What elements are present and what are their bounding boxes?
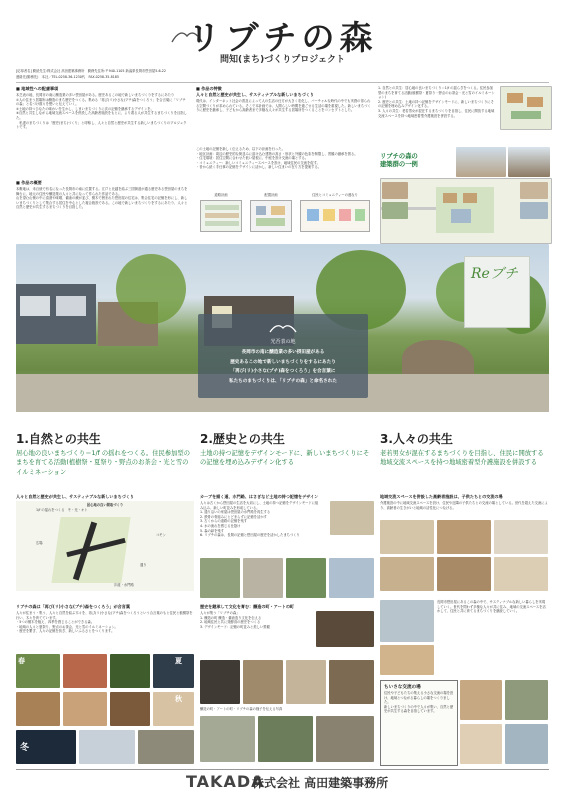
section3-body2: 長岡市摂田屋にあるこの森の中で、サスティナブルな新しい暮らしを実現していく。世代を問わず多様な人々が共に住み、地域の交流スペースを活かして、住民と共に育てるまちづくりを継続していく。 <box>437 600 546 614</box>
community-photo-1 <box>380 600 434 642</box>
regional-consideration-heading: ■ 地域性への配慮事項 <box>16 86 59 91</box>
season-photo-autumn-2 <box>63 692 107 726</box>
company-logo: TAKADA <box>186 772 265 791</box>
features-subheading: 人々と自然と歴史が共生し、サスティナブルな新しいまちづくり <box>196 92 314 97</box>
season-photo-autumn-3 <box>110 692 150 726</box>
mini-photo-a <box>382 182 408 199</box>
season-photo-summer-1 <box>63 654 107 688</box>
section2-sub1-text: 人々は古くから摂田屋の生活を大切にし、土地の持つ記憶をデザインモードに組み込み、新しい町並みを形成している。 1. 通り沿いの家屋は摂田屋の水門路を再生する 2. 鉄骨の骨組みにとどまらずに記憶を活かす 3. 古くからの道路の記憶を残す 4. 水の流れを感じる仕掛け 5. 森の緑を残す 6. リブチの森は、長岡の記憶と摂田屋の歴史を活かしたまちづくり <box>200 501 319 538</box>
street-photo-3 <box>286 558 326 598</box>
community-photo-5 <box>460 724 502 764</box>
street-photo-2 <box>243 558 283 598</box>
caption-line-2: 歴史あるこの地で新しいまちづくりをするにあたり <box>230 359 336 365</box>
concept-diagram-community: 住民とコミュニティーの連なり <box>300 193 370 233</box>
concept-diagram-road: 道路計画 <box>200 193 242 233</box>
season-photo-autumn-1 <box>16 692 60 726</box>
side-box-heading: ちいさな交流の場 <box>384 685 421 690</box>
comfort-layout-diagram: 居心地の良い間取づくり 1/f の揺れをつくる モ・光・オト 広場 コモン 通り 歩道・水門路 <box>16 501 194 591</box>
street-photo-7 <box>316 716 374 762</box>
section2-lead: 土地の持つ記憶をデザインモードに、新しいまちづくりにその記憶を埋め込みデザイン化する <box>200 450 370 467</box>
map-label: リブチの森の 建築群の一例 <box>380 153 418 168</box>
section1-lead: 居心地の良いまちづくり＝1/f の揺れをつくる。住民参加型のまちを育てる活動(植樹祭・夏祭り・野点のお茶会・光と雪のイルミネーション <box>16 450 191 476</box>
facility-photo-1 <box>380 520 434 554</box>
section3-heading: 3.人々の共生 <box>380 432 453 446</box>
overview-heading: ■ 作品の概要 <box>16 180 42 185</box>
caption-title: 光否表の地 <box>270 339 296 345</box>
section2-sub1: カーブを描く道、水門路、はさぎなど土地の持つ記憶をデザイン <box>200 494 319 499</box>
art-photo-2 <box>243 660 283 704</box>
season-photo-spring: 春 <box>16 654 60 688</box>
mini-photo-d <box>520 202 548 219</box>
features-list: この土地の記憶を新しく伝えるため、以下の計画を行った。 ・地区計画：周辺の歴史的な街並みに溶け込む建物の高さ・形状と外観の色彩を制限し、景観の継承を図る。 ・住宅環境：居住空間に合わせた低い屋根に、中庭を設け交流の場とする。 ・コミュニティー：新しいコミュニティースペースを設け、地域住民の交流を促す。 ・昔から続く手仕事の記憶をデザインに活かし、新しい住まいの在り方を提案する。 <box>196 147 358 170</box>
facility-photo-6 <box>494 557 548 591</box>
house-photo-1 <box>456 147 506 177</box>
hasagi-photo <box>330 501 374 535</box>
facility-photo-5 <box>437 557 491 591</box>
community-photo-3 <box>460 680 502 720</box>
section2-photo-caption: 醸造の町・アートの町・リブチの森の様子を伝える写真 <box>200 707 283 711</box>
mini-photo-c <box>520 182 548 199</box>
season-photo-winter-2 <box>79 730 135 764</box>
company-name: 株式会社 高田建築事務所 <box>252 776 389 790</box>
section3-sub1-text: 介護施設の中に地域交流スペースを設け、住民や近隣の子供たちとの交流の場としている。世代を超えた交流により、高齢者の生きがいと地域の活性化につなげる。 <box>380 501 548 510</box>
street-photo-6 <box>258 716 313 762</box>
section1-heading: 1.自然との共生 <box>16 432 101 446</box>
regional-consideration-text: 本芝表の地、長岡市の南に醸造業の多い摂田屋がある。歴史あるこの地で新しいまちづくりをするにあたり ①人の住まう居場所は醸造のまち歴史をつくる。集める「再び(リ)小さな(プチ)森をつくろう」を合言葉に「リブチの森」と名づけ数々を想いと伝えていく。 ②土地の持つひなたの味わいを生かし、しまいまちづくりに次の記憶を継承するデザインを。 ③自然と共生しながら地域交流スペースを併設した高齢者施設をもとに、より着る人が共生するまちづくりを目指した。 私達のまちづくりは「歴史(まち)づくり」と呼称し、人々と自然と歴史が共生する新しいまちづくりのプロジェクトです。 <box>16 93 187 130</box>
street-photo-4 <box>329 558 374 598</box>
caption-line-4: 私たちのまちづくりは、「リブチの森」と命名された <box>229 378 337 384</box>
caption-line-3: 「再び(リ)小さな(プチ)森をつくろう」を合言葉に <box>230 369 336 374</box>
header-divider <box>16 82 549 83</box>
brewery-photo <box>316 611 374 647</box>
footer-divider <box>16 769 549 770</box>
page-title: リブチの森 <box>187 18 378 57</box>
applicant-info: [応募者名] 勤続先生:株式会社 高田建築事務所 勤務先住所:〒940-1105 新潟県長岡市摂田屋5-6-22 <box>16 69 166 73</box>
summary-text: 1. 自然との共生：居心地の良いまちづくり＝1/f の揺らぎをつくる。住民参加型のまちを育てる活動(植樹祭・夏祭り・野点のお茶会・光と雪のイルミネーション) 2. 歴史との共生：土地の持つ記憶をデザインモードに、新しいまちづくりにその記憶を埋め込みデザイン化する。 3. 人々の共生：老若男女が混在するまちづくりを目指し、住民に開放する地域交流スペースを持つ地域密着型介護施設を併設する。 <box>378 86 495 118</box>
section3-lead: 老若男女が混在するまちづくりを目指し、住民に開放する地域交流スペースを持つ地域密着型介護施設を併設する <box>380 450 544 467</box>
street-photo-1 <box>200 558 240 598</box>
sign-text: Reブチ <box>471 266 518 282</box>
community-photo-4 <box>505 680 548 720</box>
house-photo-2 <box>508 147 550 177</box>
season-photo-summer-2 <box>110 654 150 688</box>
features-text: 現代は、インターネット社会の普及によって人の生活の仕方が大きく変化し、バーチャルな時代の中でも実感の得られる空間づくりが求められている。そこで本計画では、人間らしい時間を過ごせる生活の場を重視した。新しいまちづくりに歴史を継承し、子どもから高齢者まで多様な人々が共生する居場所をつくることをコンセプトとした。 <box>196 99 371 113</box>
page-subtitle: 問知(まち)づくりプロジェクト <box>219 55 346 65</box>
section1-sub2: リブチの森は「再び(リ)小さな(プチ)森をつくろう」が合言葉 <box>16 604 130 609</box>
mini-photo-b <box>382 202 408 219</box>
side-box-text: 住民や子どもたちの集える小さな交流の場を設け、地域とつながる暮らしの場をつくりました。 新しいまちづくりの中で人々が集い、自然と歴史が共生する森を目指しています。 <box>384 691 454 714</box>
section2-sub2-text: 人々が集う「リブチの森」 1. 醸造の町 醸造・醤油造り文化を伝える 2. 地域住民と共に発酵食の歴史をつくる 3. デザインモード：記憶の町並みと美しい景観 <box>200 611 270 629</box>
season-photo-winter: 冬 <box>16 730 76 764</box>
section3-sub1: 地域交流スペースを併設した高齢者施設は、子供たちとの交流の場 <box>380 494 503 499</box>
overview-text: 本敷地は、米百俵で有名になった長岡市の南に位置する。江戸と北越を結ぶ三国街道が通る歴史ある摂田屋のまちを舞台に、地元の住民や醸造業の人々と共になって作られた作品である。 山を望む山懐の中に清酒や味噌、醤油の蔵が並び、樹木で囲まれた摂田屋の住宅は、集合住宅の記憶を形にし、新しいまちづくりとして集合する居住を中心とした複合施設である。この地で新しいまちづくりをするにあたり、人々と自然と歴史が共生するまちづくりを目指した。 <box>16 187 188 210</box>
art-photo-3 <box>286 660 326 704</box>
contact-info: 連絡先(勤務先) 本社／TEL.0258-36-1230代 FAX.0258-35-8185 <box>16 75 119 79</box>
community-photo-2 <box>380 645 434 675</box>
caption-logo-icon <box>268 320 298 336</box>
art-photo-1 <box>200 660 240 704</box>
site-plan-image <box>500 86 552 130</box>
hero-caption-box <box>198 314 368 398</box>
section1-sub2-text: 人々が住まう・集う、人々と自然を結ぶ木々を、再び(リ)小さな(プチ)森をつくろうという合言葉のもと住民と植樹祭を行い、木々を育てています。 ・5つの樹木を植え、四季を感じることができる森。 ・地域の人々と夏祭り、野点のお茶会、光と雪のイルミネーション。 ・歴史を繋ぎ、人々の記憶を紡ぎ、新しいふるさとをつくります。 <box>16 611 193 634</box>
season-photo-summer: 夏 <box>153 654 194 688</box>
street-photo-5 <box>200 716 255 762</box>
art-photo-4 <box>329 660 374 704</box>
section2-heading: 2.歴史との共生 <box>200 432 285 446</box>
section1-sub1: 人々と自然と歴史が共生し、サスティナブルな新しいまちづくり <box>16 494 134 499</box>
season-photo-autumn: 秋 <box>153 692 194 726</box>
facility-photo-2 <box>437 520 491 554</box>
caption-line-1: 長岡市の南に醸造業の多い摂田屋がある <box>241 350 325 355</box>
concept-diagram-layout: 配置計画 <box>250 193 292 233</box>
season-photo-winter-3 <box>138 730 194 764</box>
side-box <box>380 680 458 766</box>
features-heading: ■ 作品の特徴 <box>196 86 222 91</box>
facility-photo-3 <box>494 520 548 554</box>
section2-sub2: 歴史を継承して文化を育む：醸造の町・アートの町 <box>200 604 295 609</box>
facility-photo-4 <box>380 557 434 591</box>
community-photo-6 <box>505 724 548 764</box>
